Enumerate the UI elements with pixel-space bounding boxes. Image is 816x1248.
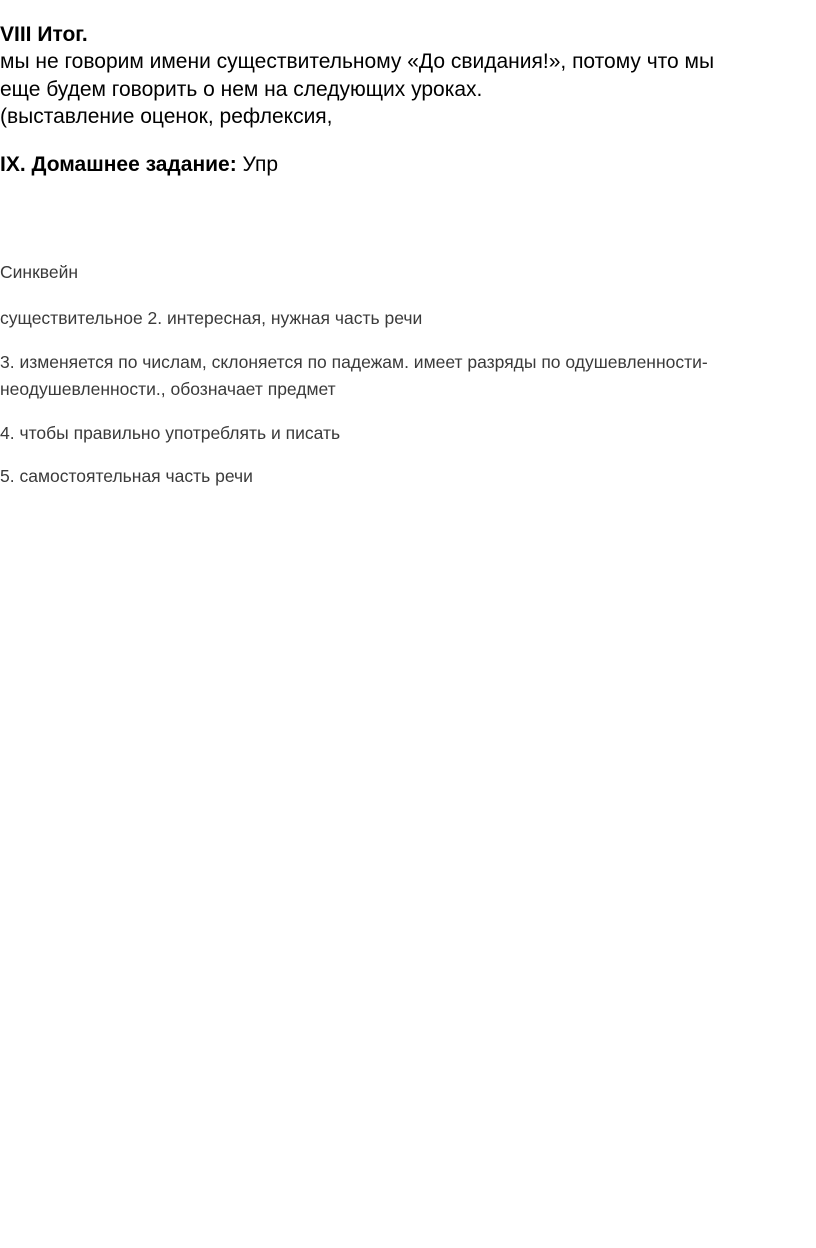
homework-text: Упр	[236, 153, 279, 176]
summary-line-2: еще будем говорить о нем на следующих уроках.	[0, 78, 483, 101]
homework-line	[0, 152, 278, 178]
sinkwein-line-1: существительное 2. интересная, нужная часть речи	[0, 308, 423, 328]
summary-line-3: (выставление оценок, рефлексия,	[0, 105, 333, 128]
sinkwein-line-3: 4. чтобы правильно употреблять и писать	[0, 423, 341, 443]
summary-line-1: мы не говорим имени существительному «До свидания!», потому что мы	[0, 50, 715, 73]
sinkwein-line-2a: 3. изменяется по числам, склоняется по падежам. имеет разряды по одушевленности-	[0, 352, 708, 372]
homework-heading: IX. Домашнее задание:	[0, 153, 237, 176]
sinkwein-title: Синквейн	[0, 262, 79, 282]
section-viii-heading: VIII Итог.	[0, 23, 88, 46]
sinkwein-line-2b: неодушевленности., обозначает предмет	[0, 379, 336, 399]
sinkwein-line-4: 5. самостоятельная часть речи	[0, 466, 253, 486]
